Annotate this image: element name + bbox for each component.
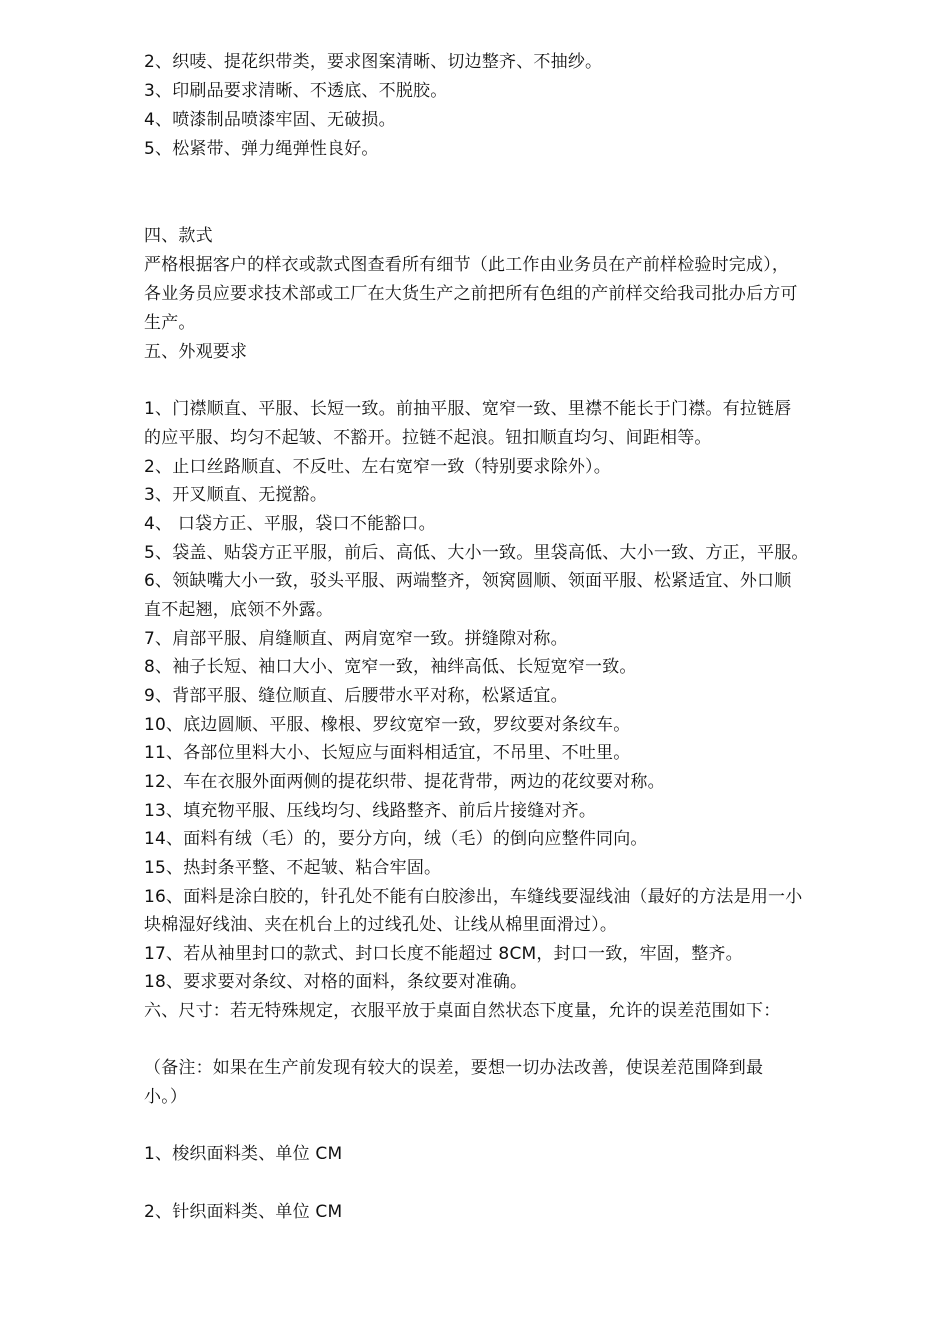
text-line: 4、喷漆制品喷漆牢固、无破损。 xyxy=(144,110,396,130)
text-line: 3、开叉顺直、无搅豁。 xyxy=(144,485,328,505)
text-line: 各业务员应要求技术部或工厂在大货生产之前把所有色组的产前样交给我司批办后方可 xyxy=(144,284,798,304)
text-line: 8、袖子长短、袖口大小、宽窄一致，袖绊高低、长短宽窄一致。 xyxy=(144,657,637,677)
note-line: 小。） xyxy=(144,1087,188,1107)
text-line: 块棉湿好线油、夹在机台上的过线孔处、让线从棉里面滑过）。 xyxy=(144,915,618,935)
text-line: 18、要求要对条纹、对格的面料，条纹要对准确。 xyxy=(144,972,528,992)
text-line: 17、若从袖里封口的款式、封口长度不能超过 8CM，封口一致，牢固，整齐。 xyxy=(144,944,743,964)
text-line: 5、袋盖、贴袋方正平服，前后、高低、大小一致。里袋高低、大小一致、方正，平服。 xyxy=(144,543,809,563)
text-line: 直不起翘，底领不外露。 xyxy=(144,600,334,620)
text-line: 6、领缺嘴大小一致，驳头平服、两端整齐，领窝圆顺、领面平服、松紧适宜、外口顺 xyxy=(144,571,792,591)
text-line: 11、各部位里料大小、长短应与面料相适宜，不吊里、不吐里。 xyxy=(144,743,631,763)
text-line: 10、底边圆顺、平服、橡根、罗纹宽窄一致，罗纹要对条纹车。 xyxy=(144,715,631,735)
text-line: 2、针织面料类、单位 CM xyxy=(144,1202,343,1222)
section-heading: 六、尺寸：若无特殊规定，衣服平放于桌面自然状态下度量，允许的误差范围如下： xyxy=(144,1001,781,1021)
text-line: 12、车在衣服外面两侧的提花织带、提花背带，两边的花纹要对称。 xyxy=(144,772,665,792)
text-line: 5、松紧带、弹力绳弹性良好。 xyxy=(144,139,379,159)
text-line: 4、 口袋方正、平服，袋口不能豁口。 xyxy=(144,514,436,534)
text-line: 1、梭织面料类、单位 CM xyxy=(144,1144,343,1164)
text-line: 13、填充物平服、压线均匀、线路整齐、前后片接缝对齐。 xyxy=(144,801,597,821)
text-line: 16、面料是涂白胶的，针孔处不能有白胶渗出，车缝线要湿线油（最好的方法是用一小 xyxy=(144,887,803,907)
text-line: 生产。 xyxy=(144,313,196,333)
text-line: 2、织唛、提花织带类，要求图案清晰、切边整齐、不抽纱。 xyxy=(144,52,603,72)
text-line: 15、热封条平整、不起皱、粘合牢固。 xyxy=(144,858,442,878)
text-line: 2、止口丝路顺直、不反吐、左右宽窄一致（特别要求除外）。 xyxy=(144,457,611,477)
text-line: 的应平服、均匀不起皱、不豁开。拉链不起浪。钮扣顺直均匀、间距相等。 xyxy=(144,428,712,448)
section-heading: 五、外观要求 xyxy=(144,342,248,362)
text-line: 7、肩部平服、肩缝顺直、两肩宽窄一致。拼缝隙对称。 xyxy=(144,629,568,649)
text-line: 14、面料有绒（毛）的，要分方向，绒（毛）的倒向应整件同向。 xyxy=(144,829,648,849)
text-line: 9、背部平服、缝位顺直、后腰带水平对称，松紧适宜。 xyxy=(144,686,568,706)
note-line: （备注：如果在生产前发现有较大的误差，要想一切办法改善，使误差范围降到最 xyxy=(144,1058,764,1078)
text-line: 1、门襟顺直、平服、长短一致。前抽平服、宽窄一致、里襟不能长于门襟。有拉链唇 xyxy=(144,399,792,419)
section-heading: 四、款式 xyxy=(144,226,213,246)
text-line: 严格根据客户的样衣或款式图查看所有细节（此工作由业务员在产前样检验时完成）， xyxy=(144,255,790,275)
text-line: 3、印刷品要求清晰、不透底、不脱胶。 xyxy=(144,81,448,101)
